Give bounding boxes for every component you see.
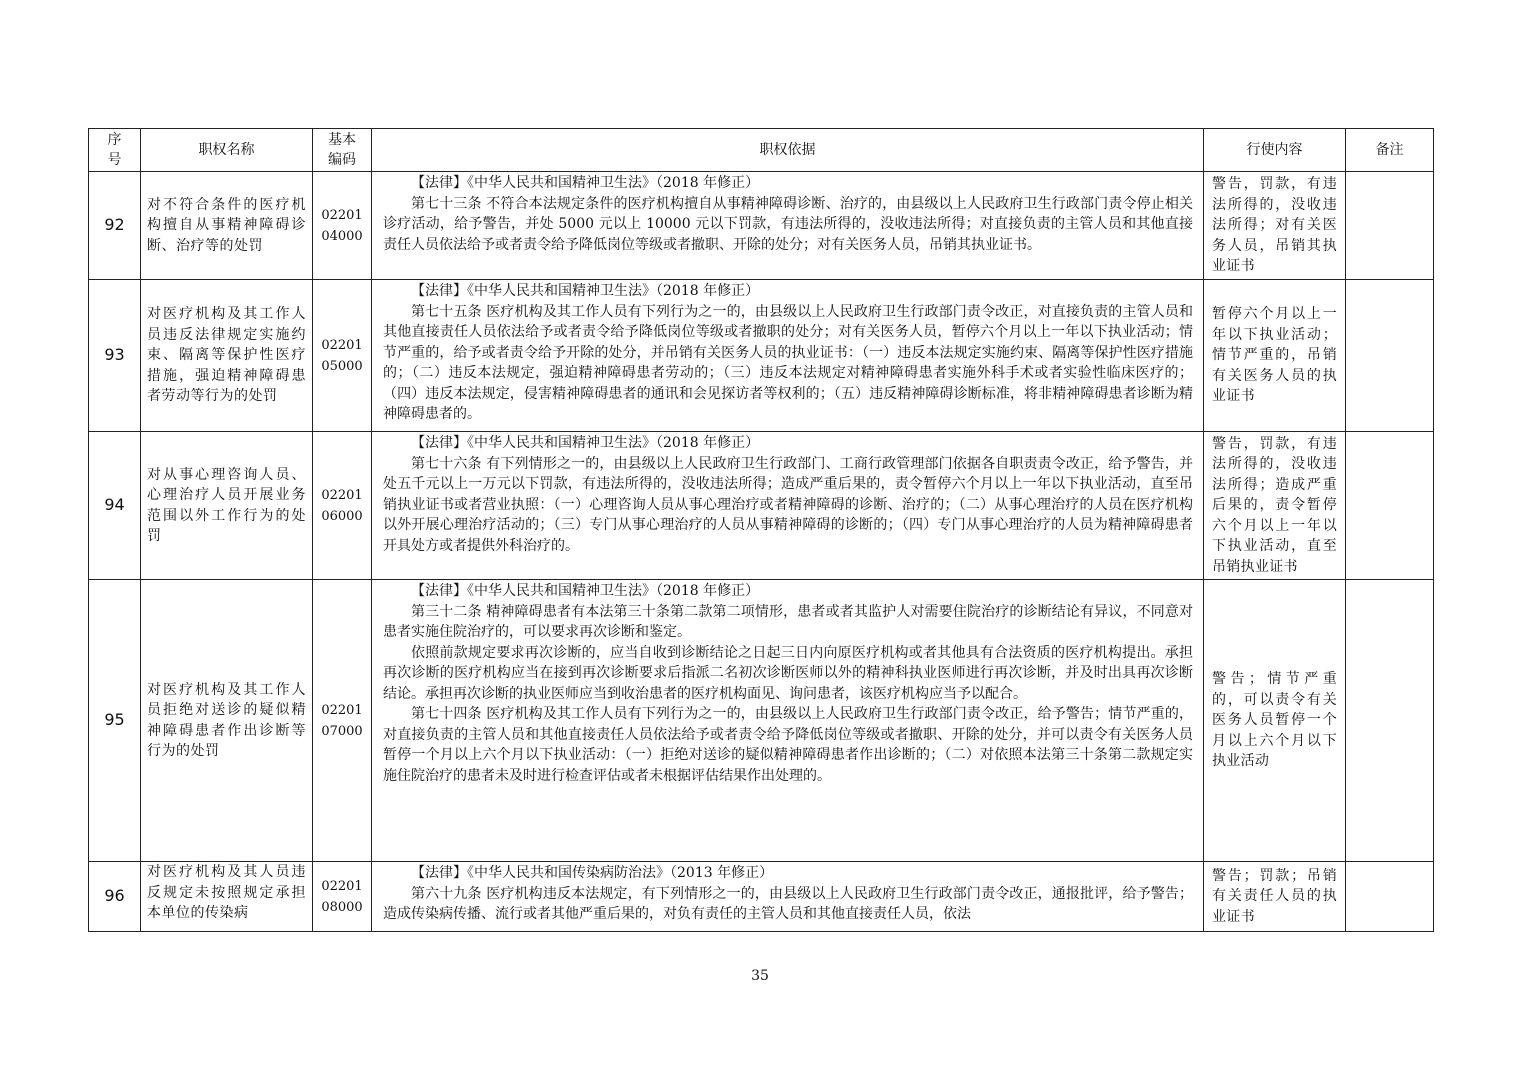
basis-paragraph: 【法律】《中华人民共和国精神卫生法》（2018 年修正） <box>411 583 760 599</box>
row-note <box>1346 580 1434 862</box>
basis-paragraph: 第七十五条 医疗机构及其工作人员有下列行为之一的，由县级以上人民政府卫生行政部门责令改正，对直接负责的主管人员和其他直接责任人员依法给予或者责令给予降低岗位等级或者撤职的处分；对有关医务人员，暂停六个月以上一年以下执业活动；情节严重的，给予或者责令给予开除的处分，并吊销有关医务人员的执业证书：（一）违反本法规定实施约束、隔离等保护性医疗措施的；（二）违反本法规定，强迫精神障碍患者劳动的；（三）违反本法规定对精神障碍患者实施外科手术或者实验性临床医疗的；（四）违反本法规定，侵害精神障碍患者的通讯和会见探访者等权利的；（五）违反精神障碍诊断标准，将非精神障碍患者诊断为精神障碍患者的。 <box>383 303 1193 422</box>
row-seq: 96 <box>89 862 141 932</box>
row-basis-clip <box>383 863 1193 927</box>
table-row <box>89 862 1434 932</box>
basis-paragraph: 【法律】《中华人民共和国传染病防治法》（2013 年修正） <box>411 865 774 881</box>
row-basis <box>372 280 1204 432</box>
row-basis <box>372 172 1204 280</box>
table-row <box>89 280 1434 432</box>
row-code: 02201 06000 <box>313 432 372 580</box>
table-header-row <box>89 129 1434 172</box>
header-basis: 职权依据 <box>372 129 1204 172</box>
table-row <box>89 432 1434 580</box>
row-name: 对不符合条件的医疗机构擅自从事精神障碍诊断、治疗等的处罚 <box>141 172 313 280</box>
header-code: 基本编码 <box>313 129 372 172</box>
row-note <box>1346 432 1434 580</box>
basis-paragraph: 第七十三条 不符合本法规定条件的医疗机构擅自从事精神障碍诊断、治疗的，由县级以上人民政府卫生行政部门责令停止相关诊疗活动，给予警告，并处 5000 元以上 10000 元以下罚款，有违法所得的，没收违法所得；对直接负责的主管人员和其他直接责任人员依法给予或者责令给予降低岗位等级或者撤职、开除的处分；对有关医务人员，吊销其执业证书。 <box>383 195 1193 253</box>
table-row <box>89 580 1434 862</box>
row-name: 对从事心理咨询人员、心理治疗人员开展业务范围以外工作行为的处罚 <box>141 432 313 580</box>
basis-paragraph: 第三十二条 精神障碍患者有本法第三十条第二款第二项情形，患者或者其监护人对需要住院治疗的诊断结论有异议，不同意对患者实施住院治疗的，可以要求再次诊断和鉴定。 <box>383 603 1193 640</box>
row-note <box>1346 862 1434 932</box>
row-seq: 93 <box>89 280 141 432</box>
row-content: 警告；情节严重的，可以责令有关医务人员暂停一个月以上六个月以下执业活动 <box>1204 580 1346 862</box>
row-note <box>1346 280 1434 432</box>
table-row <box>89 172 1434 280</box>
row-content: 警告；罚款；吊销有关责任人员的执业证书 <box>1204 862 1346 932</box>
header-note: 备注 <box>1346 129 1434 172</box>
header-name: 职权名称 <box>141 129 313 172</box>
basis-paragraph: 第七十六条 有下列情形之一的，由县级以上人民政府卫生行政部门、工商行政管理部门依据各自职责责令改正，给予警告，并处五千元以上一万元以下罚款，有违法所得的，没收违法所得；造成严重后果的，责令暂停六个月以上一年以下执业活动，直至吊销执业证书或者营业执照：（一）心理咨询人员从事心理治疗或者精神障碍的诊断、治疗的；（二）从事心理治疗的人员在医疗机构以外开展心理治疗活动的；（三）专门从事心理治疗的人员从事精神障碍的诊断的；（四）专门从事心理治疗的人员为精神障碍患者开具处方或者提供外科治疗的。 <box>383 455 1193 554</box>
basis-paragraph: 第六十九条 医疗机构违反本法规定，有下列情形之一的，由县级以上人民政府卫生行政部门责令改正，通报批评，给予警告；造成传染病传播、流行或者其他严重后果的，对负有责任的主管人员和其他直接责任人员，依法 <box>383 885 1193 922</box>
basis-paragraph: 【法律】《中华人民共和国精神卫生法》（2018 年修正） <box>411 283 760 299</box>
header-content: 行使内容 <box>1204 129 1346 172</box>
row-code: 02201 07000 <box>313 580 372 862</box>
authority-table <box>88 128 1434 932</box>
basis-paragraph: 【法律】《中华人民共和国精神卫生法》（2018 年修正） <box>411 175 760 191</box>
row-name: 对医疗机构及其工作人员违反法律规定实施约束、隔离等保护性医疗措施，强迫精神障碍患者劳动等行为的处罚 <box>141 280 313 432</box>
row-basis <box>372 432 1204 580</box>
row-seq: 92 <box>89 172 141 280</box>
row-note <box>1346 172 1434 280</box>
row-content: 暂停六个月以上一年以下执业活动；情节严重的，吊销有关医务人员的执业证书 <box>1204 280 1346 432</box>
header-seq: 序号 <box>89 129 141 172</box>
row-basis <box>372 862 1204 932</box>
row-name-text: 对医疗机构及其人员违反规定未按照规定承担本单位的传染病 <box>147 864 306 921</box>
row-code: 02201 04000 <box>313 172 372 280</box>
row-content: 警告，罚款，有违法所得的，没收违法所得；对有关医务人员，吊销其执业证书 <box>1204 172 1346 280</box>
row-basis <box>372 580 1204 862</box>
row-content: 警告，罚款，有违法所得的，没收违法所得；造成严重后果的，责令暂停六个月以上一年以下执业活动，直至吊销执业证书 <box>1204 432 1346 580</box>
basis-paragraph: 第七十四条 医疗机构及其工作人员有下列行为之一的，由县级以上人民政府卫生行政部门责令改正，给予警告；情节严重的，对直接负责的主管人员和其他直接责任人员依法给予或者责令给予降低岗位等级或者撤职、开除的处分，并可以责令有关医务人员暂停一个月以上六个月以下执业活动：（一）拒绝对送诊的疑似精神障碍患者作出诊断的；（二）对依照本法第三十条第二款规定实施住院治疗的患者未及时进行检查评估或者未根据评估结果作出处理的。 <box>383 706 1193 784</box>
basis-paragraph: 【法律】《中华人民共和国精神卫生法》（2018 年修正） <box>411 435 760 451</box>
row-code: 02201 08000 <box>313 862 372 932</box>
row-name: 对医疗机构及其工作人员拒绝对送诊的疑似精神障碍患者作出诊断等行为的处罚 <box>141 580 313 862</box>
basis-paragraph: 依照前款规定要求再次诊断的，应当自收到诊断结论之日起三日内向原医疗机构或者其他具有合法资质的医疗机构提出。承担再次诊断的医疗机构应当在接到再次诊断要求后指派二名初次诊断医师以外的精神科执业医师进行再次诊断，并及时出具再次诊断结论。承担再次诊断的执业医师应当到收治患者的医疗机构面见、询问患者，该医疗机构应当予以配合。 <box>383 644 1193 702</box>
row-seq: 94 <box>89 432 141 580</box>
row-name <box>141 862 313 932</box>
page-number: 35 <box>751 968 769 984</box>
row-code: 02201 05000 <box>313 280 372 432</box>
row-seq: 95 <box>89 580 141 862</box>
